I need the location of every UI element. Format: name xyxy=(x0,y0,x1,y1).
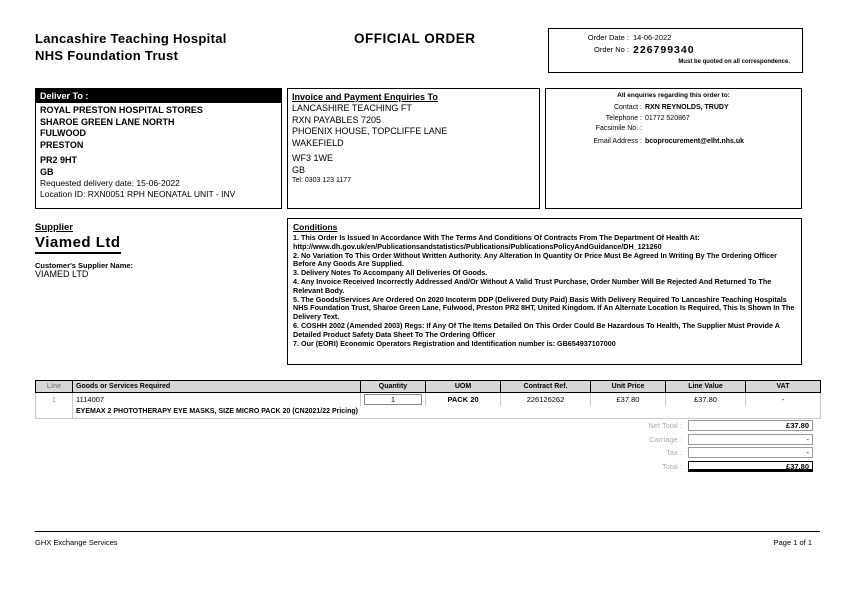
footer-service-name: GHX Exchange Services xyxy=(35,538,118,547)
deliver-address-line: ROYAL PRESTON HOSPITAL STORES xyxy=(40,105,203,115)
customer-supplier-label: Customer's Supplier Name: xyxy=(35,261,134,270)
organisation-name-line2: NHS Foundation Trust xyxy=(35,48,179,63)
condition-item: 4. Any Invoice Received Incorrectly Addressed And/Or Without A Valid Trust Purchase, Order Number Will Be Rejected And Returned To The Relevant Body. xyxy=(293,276,772,295)
invoice-country: GB xyxy=(292,164,306,175)
deliver-to-box xyxy=(35,88,282,209)
item-description: EYEMAX 2 PHOTOTHERAPY EYE MASKS, SIZE MICRO PACK 20 (CN2021/22 Pricing) xyxy=(73,406,821,418)
invoice-postcode: WF3 1WE xyxy=(292,153,334,163)
col-header-quantity: Quantity xyxy=(361,381,426,393)
invoice-enquiries-heading: Invoice and Payment Enquiries To xyxy=(292,92,438,102)
item-quantity: 1 xyxy=(364,394,422,405)
conditions-heading: Conditions xyxy=(293,222,338,232)
item-uom: PACK 20 xyxy=(426,393,501,407)
condition-item: 5. The Goods/Services Are Ordered On 2020 Incoterm DDP (Delivered Duty Paid) Basis With Delivery Required To Lancashire Teaching Hospitals NHS Foundation Trust, Sharoe Green Lane, Fulwood, Preston PR2 8HT, United Kingdom. If An Alternate Location Is Required, This Is Shown In The Delivery Text. xyxy=(293,294,795,322)
condition-item: 3. Delivery Notes To Accompany All Deliveries Of Goods. xyxy=(293,268,488,278)
condition-item: 1. This Order Is Issued In Accordance With The Terms And Conditions Of Contracts From The Department Of Health At: http://www.dh.gov.uk/en/Publicationsandstatistics/Publications/PublicationsPolicyAndGuidance/DH_121260 xyxy=(293,233,700,251)
order-note: Must be quoted on all correspondence. xyxy=(678,59,790,65)
customer-supplier-name: VIAMED LTD xyxy=(35,269,89,279)
organisation-name xyxy=(35,30,227,64)
table-row xyxy=(36,393,821,407)
invoice-address xyxy=(292,103,535,176)
item-quantity-cell xyxy=(361,393,426,407)
enquiries-heading: All enquiries regarding this order to: xyxy=(617,92,730,99)
condition-item: 2. No Variation To This Order Without Written Authority. Any Alteration In Quantity Or Price Must Be Agreed In Writing By The Ordering Officer Before Any Goods Are Supplied. xyxy=(293,250,777,269)
telephone-value: 01772 520867 xyxy=(645,114,690,122)
condition-item: 6. COSHH 2002 (Amended 2003) Regs: If Any Of The Items Detailed On This Order Could Be Hazardous To Health, The Supplier Must Provide A Detailed Product Safety Data Sheet To The Ordering Officer xyxy=(293,320,780,339)
order-date-value: 14-06-2022 xyxy=(633,33,672,42)
item-code: 1114007 xyxy=(73,393,361,407)
table-row-description xyxy=(36,406,821,418)
order-enquiries-box xyxy=(545,88,802,209)
col-header-vat: VAT xyxy=(746,381,821,393)
col-header-uom: UOM xyxy=(426,381,501,393)
total-value: £37.80 xyxy=(688,461,813,472)
deliver-to-address xyxy=(36,105,281,178)
deliver-country: GB xyxy=(40,166,54,177)
supplier-heading: Supplier xyxy=(35,222,74,233)
invoice-address-line: PHOENIX HOUSE, TOPCLIFFE LANE xyxy=(292,126,448,136)
net-total-value: £37.80 xyxy=(688,420,813,431)
order-items-table xyxy=(35,380,821,419)
col-header-unit-price: Unit Price xyxy=(591,381,666,393)
item-line-value: £37.80 xyxy=(666,393,746,407)
document-title: OFFICIAL ORDER xyxy=(354,31,476,46)
col-header-line-value: Line Value xyxy=(666,381,746,393)
col-header-line: Line xyxy=(36,381,73,393)
item-contract-ref: 226126262 xyxy=(501,393,591,407)
item-vat: - xyxy=(746,393,821,407)
table-header-row xyxy=(36,381,821,393)
col-header-contract-ref: Contract Ref. xyxy=(501,381,591,393)
totals-section xyxy=(560,420,815,474)
invoice-address-line: WAKEFIELD xyxy=(292,137,344,148)
email-label: Email Address : xyxy=(593,137,642,145)
tax-value: - xyxy=(688,447,813,458)
invoice-telephone: Tel: 0303 123 1177 xyxy=(292,177,352,184)
deliver-address-line: SHAROE GREEN LANE NORTH xyxy=(40,116,175,127)
deliver-address-line: FULWOOD xyxy=(40,128,86,138)
supplier-name: Viamed Ltd xyxy=(35,234,121,254)
carriage-label: Carriage : xyxy=(649,434,682,444)
carriage-value: - xyxy=(688,434,813,445)
email-value: bcoprocurement@elht.nhs.uk xyxy=(645,137,745,145)
footer-page-number: Page 1 of 1 xyxy=(773,538,812,547)
order-reference-box xyxy=(548,28,803,73)
requested-delivery-date: Requested delivery date: 15-06-2022 xyxy=(40,178,180,188)
col-header-goods: Goods or Services Required xyxy=(73,381,361,393)
item-unit-price: £37.80 xyxy=(591,393,666,407)
facsimile-value xyxy=(645,124,797,135)
order-no-value: 226799340 xyxy=(633,44,695,56)
invoice-address-line: LANCASHIRE TEACHING FT xyxy=(292,103,412,113)
tax-label: Tax : xyxy=(666,448,682,457)
deliver-to-heading: Deliver To : xyxy=(36,89,281,103)
location-id: Location ID: RXN0051 RPH NEONATAL UNIT - INV xyxy=(40,189,236,199)
total-label: Total : xyxy=(661,461,682,471)
net-total-label: Net Total : xyxy=(648,421,682,430)
footer-divider xyxy=(35,531,820,532)
telephone-label: Telephone : xyxy=(605,114,642,122)
order-no-label: Order No : xyxy=(593,45,629,54)
conditions-box xyxy=(287,218,802,365)
contact-value: RXN REYNOLDS, TRUDY xyxy=(645,104,729,111)
condition-item: 7. Our (EORI) Economic Operators Registration and Identification number is: GB654937107000 xyxy=(293,338,616,348)
deliver-address-line: PRESTON xyxy=(40,139,84,150)
invoice-enquiries-box xyxy=(287,88,540,209)
invoice-address-line: RXN PAYABLES 7205 xyxy=(292,114,382,125)
order-date-label: Order Date : xyxy=(587,33,629,42)
line-number: 1 xyxy=(36,393,73,407)
deliver-postcode: PR2 9HT xyxy=(40,155,78,165)
organisation-name-line1: Lancashire Teaching Hospital xyxy=(35,31,227,46)
contact-label: Contact : xyxy=(613,104,642,111)
facsimile-label: Facsimile No. : xyxy=(595,125,642,132)
